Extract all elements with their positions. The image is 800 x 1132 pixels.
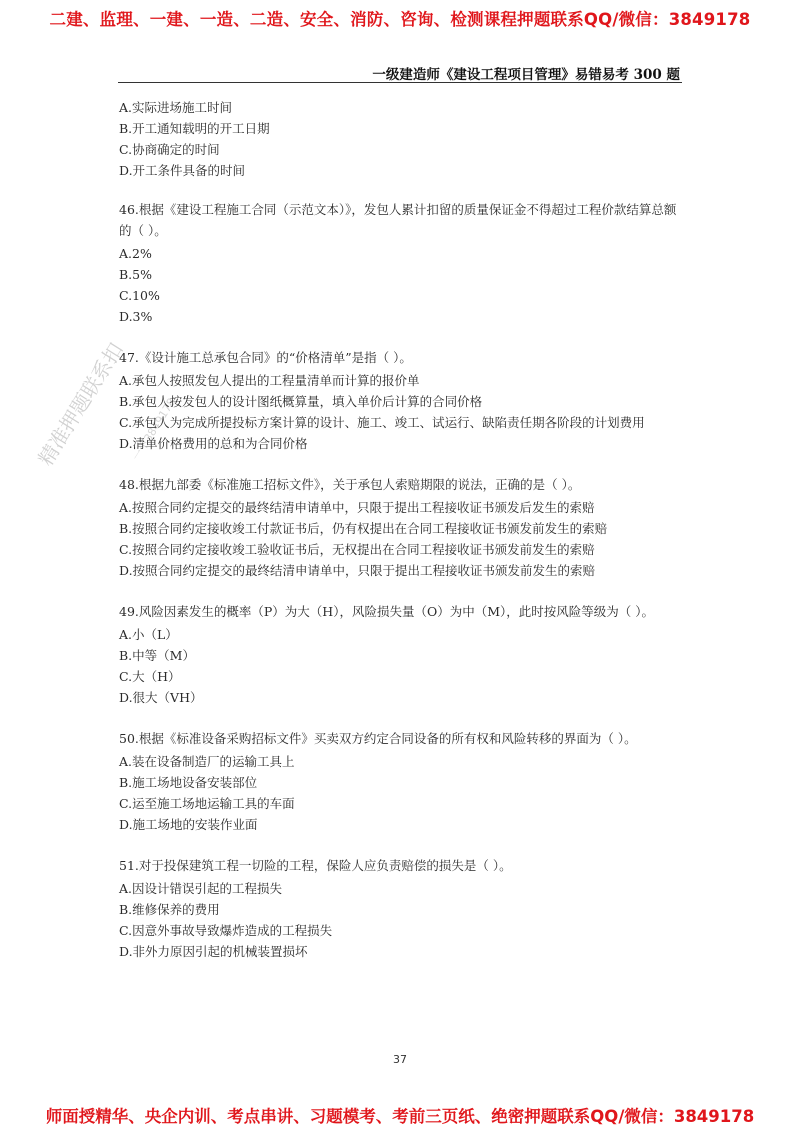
question-stem: 48.根据九部委《标准施工招标文件》，关于承包人索赔期限的说法，正确的是（ ）。 — [119, 477, 581, 492]
option: C.协商确定的时间 — [119, 142, 220, 157]
top-promo-banner: 二建、监理、一建、一造、二造、安全、消防、咨询、检测课程押题联系QQ/微信：3849178 — [49, 10, 751, 29]
option: B.维修保养的费用 — [119, 902, 220, 917]
option: D.很大（VH） — [119, 690, 203, 705]
option: A.小（L） — [119, 627, 178, 642]
question-block-50 — [119, 728, 685, 835]
question-block-48 — [119, 474, 685, 581]
option: A.因设计错误引起的工程损失 — [119, 881, 283, 896]
option: C.10% — [119, 288, 160, 303]
question-stem: 47.《设计施工总承包合同》的“价格清单”是指（ ）。 — [119, 350, 412, 365]
option: D.非外力原因引起的机械装置损坏 — [119, 944, 308, 959]
document-header-title: 一级建造师《建设工程项目管理》易错易考 300 题 — [372, 67, 680, 83]
option: A.承包人按照发包人提出的工程量清单而计算的报价单 — [119, 373, 420, 388]
option: A.实际进场施工时间 — [119, 100, 233, 115]
option: C.大（H） — [119, 669, 181, 684]
header-divider — [118, 82, 682, 83]
page-number: 37 — [393, 1053, 407, 1066]
question-block-47 — [119, 347, 685, 454]
option: D.开工条件具备的时间 — [119, 163, 246, 178]
option: C.按照合同约定接收竣工验收证书后，无权提出在合同工程接收证书颁发前发生的索赔 — [119, 542, 595, 557]
option: B.5% — [119, 267, 152, 282]
question-stem: 50.根据《标准设备采购招标文件》买卖双方约定合同设备的所有权和风险转移的界面为（ ）。 — [119, 731, 637, 746]
option: A.装在设备制造厂的运输工具上 — [119, 754, 295, 769]
option: D.施工场地的安装作业面 — [119, 817, 258, 832]
watermark-text: 精准押题联系扣 — [33, 338, 128, 470]
option: C.因意外事故导致爆炸造成的工程损失 — [119, 923, 333, 938]
question-block-51 — [119, 855, 685, 962]
question-stem: 46.根据《建设工程施工合同（示范文本）》，发包人累计扣留的质量保证金不得超过工程价款结算总额的（ ）。 — [119, 202, 677, 238]
option: D.按照合同约定提交的最终结清申请单中，只限于提出工程接收证书颁发前发生的索赔 — [119, 563, 596, 578]
option: D.3% — [119, 309, 153, 324]
bottom-promo-banner: 师面授精华、央企内训、考点串讲、习题模考、考前三页纸、绝密押题联系QQ/微信：3849178 — [45, 1107, 755, 1126]
option: B.施工场地设备安装部位 — [119, 775, 258, 790]
question-block-46 — [119, 199, 685, 327]
question-block-45-continued — [119, 97, 685, 181]
option: C.运至施工场地运输工具的车面 — [119, 796, 295, 811]
question-list — [119, 97, 685, 982]
watermark-subtext: 一下3849178 — [129, 395, 179, 463]
option: B.承包人按发包人的设计图纸概算量，填入单价后计算的合同价格 — [119, 394, 483, 409]
question-stem: 49.风险因素发生的概率（P）为大（H），风险损失量（O）为中（M），此时按风险等级为（ ）。 — [119, 604, 654, 619]
option: C.承包人为完成所提投标方案计算的设计、施工、竣工、试运行、缺陷责任期各阶段的计划费用 — [119, 415, 645, 430]
option: A.2% — [119, 246, 152, 261]
option: B.按照合同约定接收竣工付款证书后，仍有权提出在合同工程接收证书颁发前发生的索赔 — [119, 521, 608, 536]
question-stem: 51.对于投保建筑工程一切险的工程，保险人应负责赔偿的损失是（ ）。 — [119, 858, 512, 873]
option: B.开工通知载明的开工日期 — [119, 121, 270, 136]
option: A.按照合同约定提交的最终结清申请单中，只限于提出工程接收证书颁发后发生的索赔 — [119, 500, 595, 515]
option: B.中等（M） — [119, 648, 195, 663]
option: D.清单价格费用的总和为合同价格 — [119, 436, 308, 451]
question-block-49 — [119, 601, 685, 708]
